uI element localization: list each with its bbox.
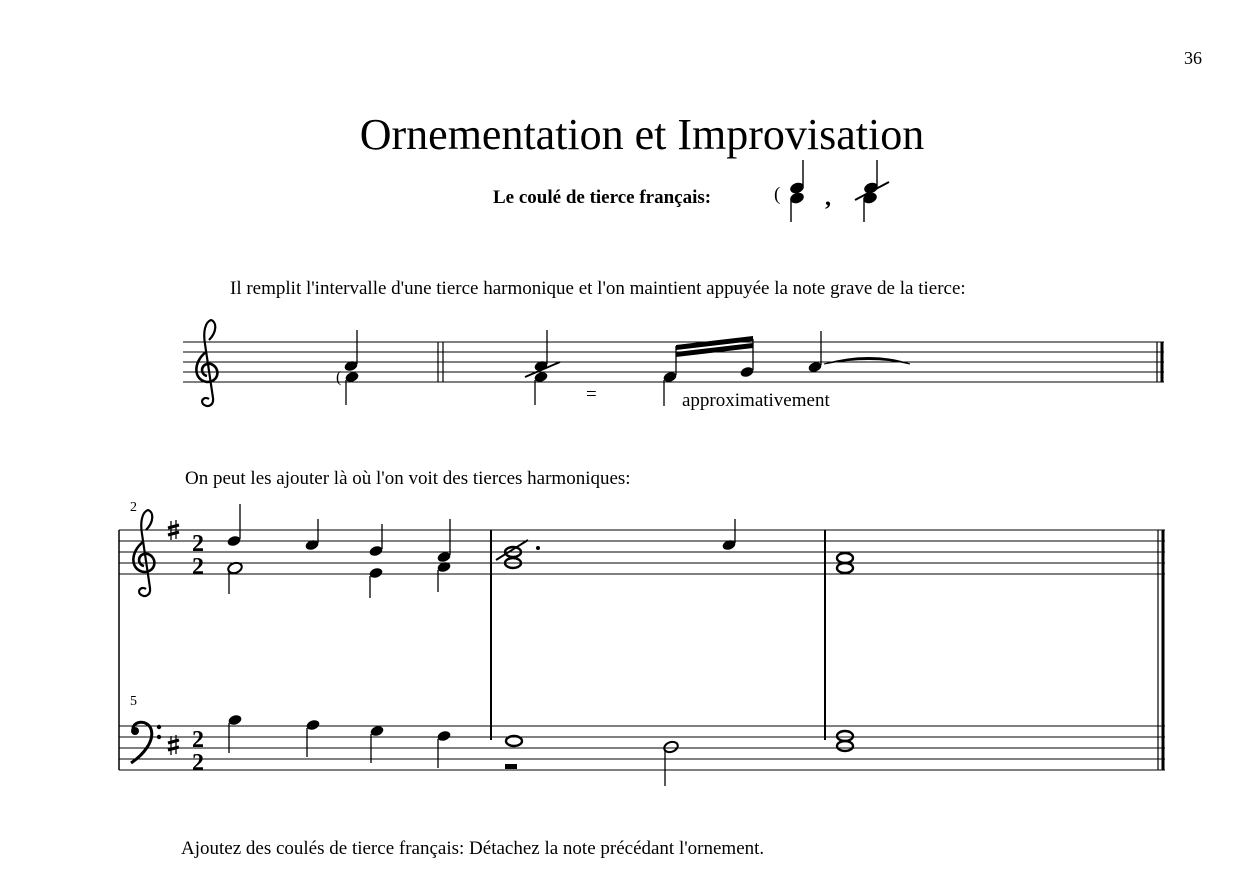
time-signature-top: 2 (192, 531, 204, 557)
exercise-instruction: Ajoutez des coulés de tierce français: Détachez la note précédant l'ornement. (181, 838, 765, 859)
equals-sign: = (586, 384, 597, 405)
measure-number-bass: 5 (130, 694, 137, 709)
section-two-paragraph: On peut les ajouter là où l'on voit des tierces harmoniques: (185, 468, 631, 489)
bass-time-signature-bottom: 2 (192, 750, 204, 776)
approximation-label: approximativement (682, 390, 830, 411)
measure-number-treble: 2 (130, 500, 137, 515)
page-title: Ornementation et Improvisation (359, 110, 925, 159)
bass-time-signature-top: 2 (192, 727, 204, 753)
treble-clef-icon (133, 510, 154, 596)
subtitle: Le coulé de tierce français: (493, 187, 712, 208)
time-signature-bottom: 2 (192, 554, 204, 580)
example-two-system (119, 504, 1165, 786)
treble-clef-icon (196, 320, 217, 406)
bass-clef-icon (131, 722, 161, 763)
intro-paragraph: Il remplit l'intervalle d'une tierce harmonique et l'on maintient appuyée la note grave de la tierce: (230, 278, 966, 299)
ornament-symbol-coule (774, 160, 805, 222)
svg-text:(: ( (336, 369, 342, 386)
ornament-symbol-slash (855, 160, 889, 222)
sharp-icon (168, 735, 179, 755)
open-paren-glyph: ( (774, 184, 781, 205)
example-one-staff (183, 320, 1164, 406)
comma-glyph: , (825, 185, 831, 211)
page-number: 36 (1184, 48, 1202, 68)
